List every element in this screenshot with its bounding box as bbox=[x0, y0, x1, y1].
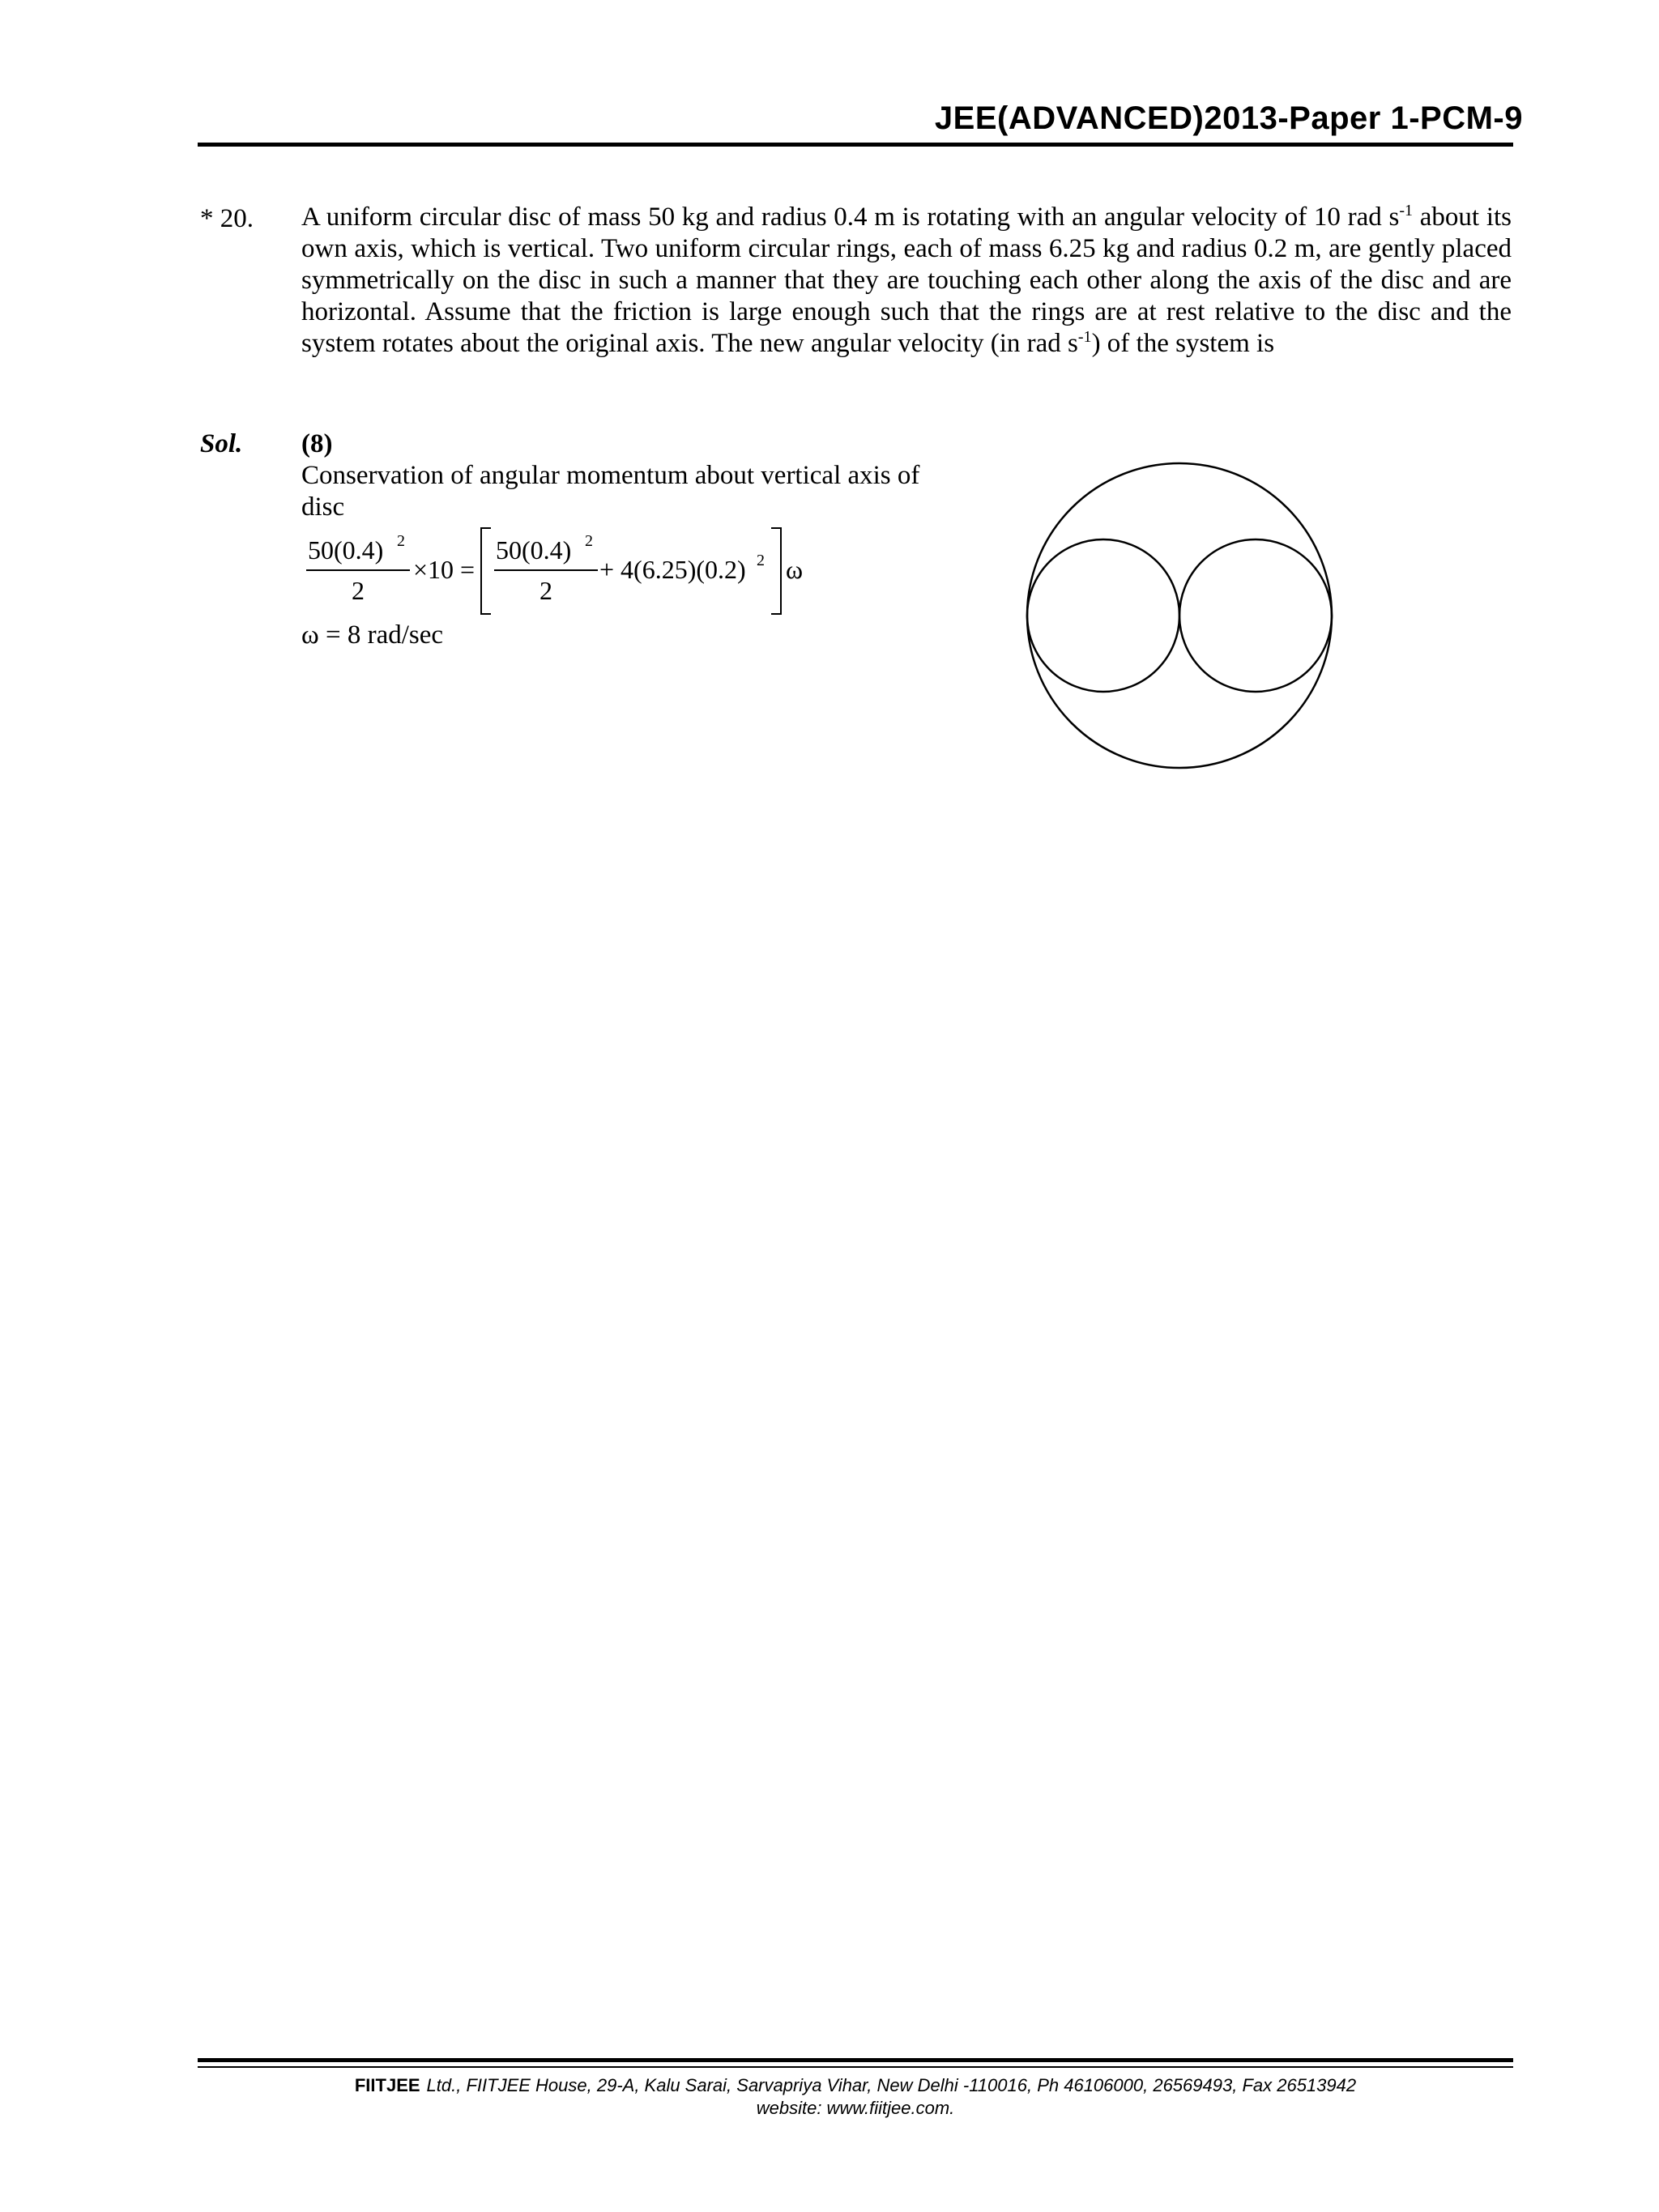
footer-divider-thin bbox=[198, 2066, 1513, 2068]
question-unit-exponent-2: -1 bbox=[1077, 328, 1092, 346]
rhs-ring-term: + 4(6.25)(0.2) bbox=[599, 555, 746, 584]
question-number: * 20. bbox=[200, 204, 254, 233]
footer-brand: FIITJEE bbox=[354, 2075, 420, 2095]
right-bracket bbox=[771, 528, 781, 614]
footer-address bbox=[198, 2075, 1513, 2096]
left-ring bbox=[1027, 539, 1179, 692]
question-text bbox=[301, 202, 1512, 360]
lhs-numerator: 50(0.4) bbox=[308, 535, 384, 565]
disc-with-rings-diagram bbox=[1017, 454, 1341, 778]
footer-divider-thick bbox=[198, 2058, 1513, 2062]
question-text-part3: ) of the system is bbox=[1091, 329, 1275, 358]
question-unit-exponent-1: -1 bbox=[1399, 202, 1414, 219]
left-bracket bbox=[481, 528, 491, 614]
solution-answer: (8) bbox=[301, 429, 333, 458]
solution-explanation: Conservation of angular momentum about vertical axis of disc bbox=[301, 461, 920, 522]
solution-result: ω = 8 rad/sec bbox=[301, 620, 444, 650]
angular-momentum-equation bbox=[301, 518, 820, 624]
rhs-denominator: 2 bbox=[539, 576, 552, 605]
right-ring bbox=[1179, 539, 1332, 692]
solution-label: Sol. bbox=[200, 429, 243, 458]
question-text-part2: about its own axis, which is vertical. Two uniform circular rings, each of mass 6.25 kg and radius 0.2 m, are gently placed symmetrically on the disc in such a manner that they are touching each other along the axis of the disc and are horizontal. Assume that the friction is large enough such that the rings are at rest relative to the disc and the system rotates about the original axis. The new angular velocity (in rad s bbox=[301, 202, 1512, 358]
header-divider bbox=[198, 143, 1513, 147]
omega-symbol: ω bbox=[786, 555, 804, 584]
lhs-denominator: 2 bbox=[352, 576, 365, 605]
rhs-ring-term-exponent: 2 bbox=[757, 552, 765, 569]
rhs-numerator: 50(0.4) bbox=[496, 535, 572, 565]
question-text-part1: A uniform circular disc of mass 50 kg and radius 0.4 m is rotating with an angular velocity of 10 rad s bbox=[301, 202, 1400, 232]
lhs-numerator-exponent: 2 bbox=[397, 532, 405, 550]
footer-website: website: www.fiitjee.com. bbox=[756, 2098, 955, 2118]
page-header-title: JEE(ADVANCED)2013-Paper 1-PCM-9 bbox=[934, 100, 1523, 136]
rhs-numerator-exponent: 2 bbox=[585, 532, 593, 550]
times-ten: ×10 = bbox=[413, 555, 476, 584]
footer-address-text: Ltd., FIITJEE House, 29-A, Kalu Sarai, Sarvapriya Vihar, New Delhi -110016, Ph 46106000, 26569493, Fax 26513942 bbox=[426, 2075, 1357, 2095]
